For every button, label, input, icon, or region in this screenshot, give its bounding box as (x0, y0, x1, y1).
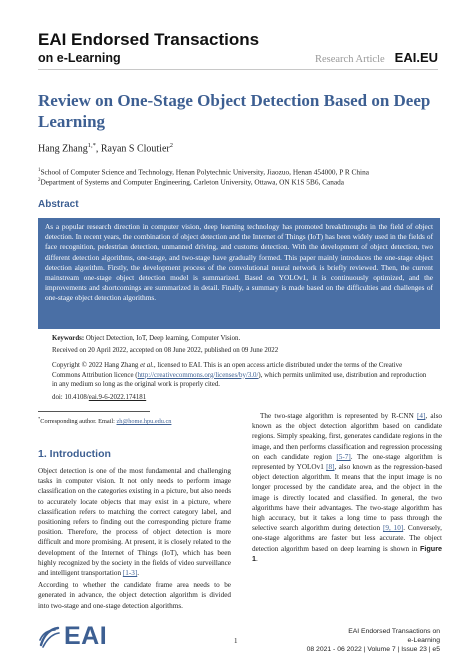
citation-link[interactable]: [5-7] (336, 452, 351, 461)
paragraph-text: . (256, 554, 258, 563)
affiliation-text: School of Computer Science and Technology, Henan Polytechnic University, Jiaozuo, Henan 454000, P R China (40, 167, 369, 177)
keywords-label: Keywords: (52, 335, 85, 342)
author-list: Hang Zhang$^{1,*}$, Rayan S Cloutier$^2$ (38, 142, 173, 155)
copyright-text: ), which permits unlimited use, distribution and reproduction in any medium so long as the original work is properly cited. (52, 371, 427, 389)
paragraph-text: , also known as the regression-based object detection algorithm. It means that the input image is no longer processed by the candidate area, and the object in the image is directly located and classified. In general, the two algorithms have their advantages. The two-stage algorithm has high accuracy, but it takes a long time to pass through the selective search algorithm during detection (252, 463, 442, 533)
doi-line (52, 393, 432, 403)
footer-logo-text: EAI (64, 622, 108, 650)
section-heading-introduction: 1. Introduction (38, 448, 111, 460)
author-name: Hang Zhang (38, 143, 88, 155)
affiliation-text: Department of Systems and Computer Engineering, Carleton University, Ottawa, ON K1S 5B6, Canada (40, 177, 345, 187)
header-divider (38, 69, 438, 70)
citation-link[interactable]: [9, 10] (382, 524, 404, 533)
copyright-text: Copyright © 2022 Hang Zhang (52, 362, 141, 369)
paragraph-text: Object detection is one of the most fundamental and challenging tasks in computer vision. It not only needs to perform image classification on the categories existing in a picture, but also needs to accurately locate objects that may exist in a picture, where classification refers to matching the correct category label, and positioning refers to finding out the corresponding picture frame position. Therefore, the process of object detection is more difficult and more promising. At present, it is closely related to the development of the Internet of Things (IoT), which has been highly recognized by the society in the fields of video surveillance and intelligent transportation (38, 467, 231, 578)
journal-header (38, 30, 438, 66)
footnote-sup: * (38, 416, 41, 421)
email-link[interactable]: zh@home.hpu.edu.cn (116, 418, 172, 426)
paragraph-text: , also known as the object detection algorithm based on candidate regions. Simply speaking, first, generates candidate regions in the image, and then performs classification and regression processing on each candidate region (252, 412, 443, 461)
affiliation-sup: 1 (38, 168, 41, 173)
author-sup: 1,* (87, 142, 96, 149)
footer-logo (38, 622, 107, 651)
page-number: 1 (234, 637, 238, 645)
abstract-text: As a popular research direction in computer vision, deep learning technology has promoted breakthroughs in the field of object detection. In recent years, the combination of object detection and the Internet of Things (IoT) has been widely used in the fields of face recognition, pedestrian detection, unmanned driving, and customs detection. With the development of object detection, two different detection algorithms, one-stage, and two-stage have gradually formed. This paper mainly introduces the one-stage object detection algorithm. Firstly, the development process of the convolutional neural network is briefly reviewed. Then, the current mainstream one-stage object detection model is summarized. Based on YOLOv1, it is continuously optimized, and the improvements and shortcomings are summarized in detail. Finally, a summary is made based on the difficulties and challenges of one-stage object detection algorithms. (45, 222, 433, 303)
citation-link[interactable]: [8] (326, 463, 335, 472)
citation-link[interactable]: [1-3] (122, 569, 138, 578)
footer-journal-line: 08 2021 - 06 2022 | Volume 7 | Issue 23 | e5 (306, 646, 440, 653)
eai-swirl-icon (38, 625, 60, 649)
paragraph-text: The two-stage algorithm is represented by R-CNN (260, 412, 418, 420)
license-link[interactable]: http://creativecommons.org/licenses/by/3.0/ (137, 371, 259, 379)
brand-link[interactable]: EAI.EU (394, 50, 438, 65)
paragraph-text: . The one-stage algorithm is represented by YOLOv1 (252, 452, 442, 472)
journal-title: EAI Endorsed Transactions (38, 30, 260, 49)
intro-paragraph: According to whether the candidate frame area needs to be generated in advance, the object detection algorithm is divided into two-stage and one-stage detection algorithms. (38, 581, 231, 610)
citation-link[interactable]: [4] (417, 412, 426, 420)
paragraph-text: . Conversely, one-stage algorithms are faster but less accurate. The object detection algorithm based on deep learning is shown in (252, 524, 442, 553)
article-type: Research Article (314, 54, 385, 65)
corresponding-author-footnote (38, 416, 171, 425)
copyright-text: , licensed to EAI. This is an open access article distributed under the terms of the Creative Commons Attribution licence ( (52, 362, 403, 379)
paragraph-text: . (137, 569, 140, 578)
copyright-etal: et al. (140, 362, 154, 369)
received-line: Received on 20 April 2022, accepted on 08 June 2022, published on 09 June 2022 (52, 347, 279, 354)
left-column (38, 466, 231, 613)
author-sup: 2 (169, 142, 173, 149)
body-paragraph (252, 411, 442, 564)
intro-paragraph (38, 466, 231, 578)
footer-journal-line: e-Learning (407, 637, 440, 644)
abstract-heading: Abstract (38, 199, 79, 210)
keywords-line (52, 334, 432, 344)
right-column (252, 411, 442, 566)
figure-reference[interactable]: Figure 1 (252, 543, 442, 563)
doi-label: doi: 10.4108/ (52, 394, 89, 401)
affiliation (38, 176, 448, 187)
footnote-divider (38, 411, 150, 412)
header-right (315, 50, 438, 65)
author-name: Rayan S Cloutier (100, 143, 170, 155)
paper-title: Review on One-Stage Object Detection Based on Deep Learning (38, 91, 431, 131)
keywords-text: Object Detection, IoT, Deep learning, Computer Vision. (85, 335, 241, 342)
doi-link[interactable]: eai.9-6-2022.174181 (88, 394, 147, 401)
copyright-notice (52, 361, 432, 390)
footer-journal-line: EAI Endorsed Transactions on (348, 628, 440, 635)
abstract-box (38, 218, 440, 329)
affiliation-sup: 2 (38, 178, 41, 183)
footnote-label: Corresponding author. Email: (40, 418, 117, 426)
footer-journal-info (307, 627, 440, 654)
journal-subtitle: on e-Learning (38, 51, 121, 65)
